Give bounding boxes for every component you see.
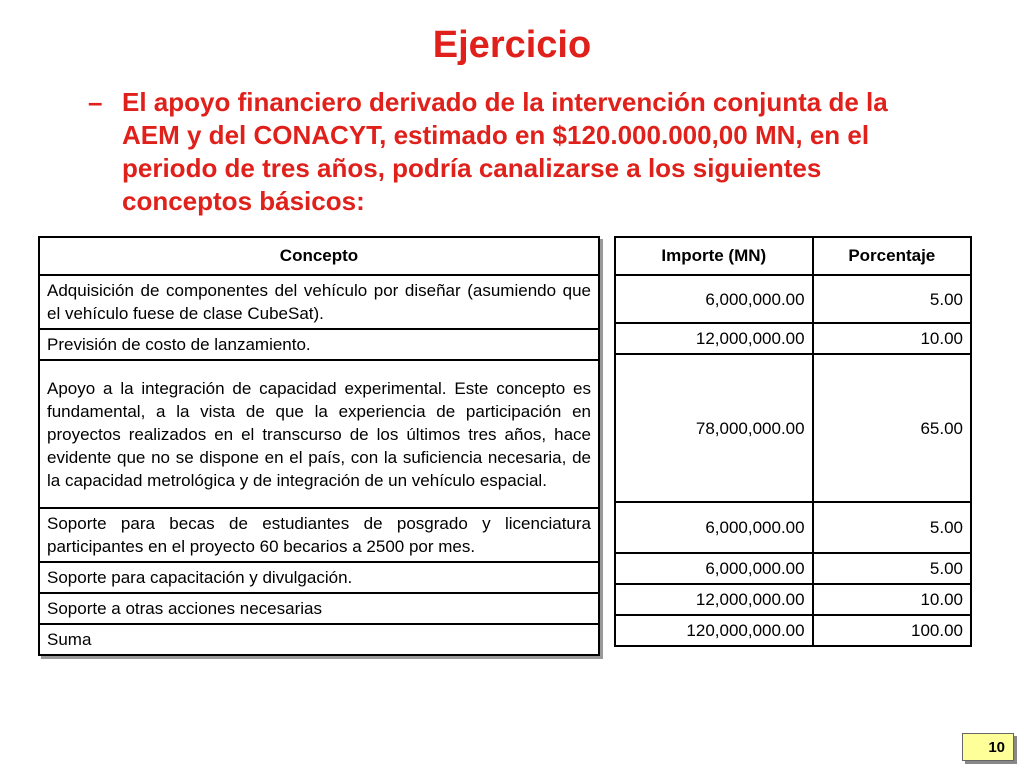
table-row (615, 354, 971, 502)
table-row (615, 584, 971, 615)
table-row (39, 624, 599, 655)
header-concepto: Concepto (39, 237, 599, 275)
concept-table (38, 236, 600, 656)
importe-cell: 12,000,000.00 (615, 584, 813, 615)
table-row (615, 502, 971, 553)
table-row (39, 508, 599, 562)
table-header-row (39, 237, 599, 275)
table-header-row (615, 237, 971, 275)
porcentaje-cell: 5.00 (813, 553, 971, 584)
header-importe: Importe (MN) (615, 237, 813, 275)
porcentaje-cell: 10.00 (813, 323, 971, 354)
porcentaje-cell: 10.00 (813, 584, 971, 615)
table-row (615, 275, 971, 323)
porcentaje-cell: 100.00 (813, 615, 971, 646)
importe-cell: 6,000,000.00 (615, 553, 813, 584)
importe-cell: 6,000,000.00 (615, 275, 813, 323)
importe-cell: 6,000,000.00 (615, 502, 813, 553)
table-row (615, 323, 971, 354)
concept-cell: Soporte para becas de estudiantes de posgrado y licenciatura participantes en el proyecto 60 becarios a 2500 por mes. (39, 508, 599, 562)
concept-cell: Apoyo a la integración de capacidad experimental. Este concepto es fundamental, a la vista de que la experiencia de participación en proyectos realizados en el transcurso de los últimos tres años, hace evidente que no se dispone en el país, con la suficiencia necesaria, de la capacidad metrológica y de integración de un vehículo espacial. (39, 360, 599, 508)
bullet-text: El apoyo financiero derivado de la intervención conjunta de la AEM y del CONACYT, estimado en $120.000.000,00 MN, en el periodo de tres años, podría canalizarse a los siguientes conceptos básicos: (122, 87, 888, 216)
amount-table (614, 236, 972, 647)
table-row (39, 360, 599, 508)
table-row (39, 329, 599, 360)
bullet-dash: – (88, 87, 103, 117)
importe-cell: 12,000,000.00 (615, 323, 813, 354)
table-row (39, 593, 599, 624)
table-row (39, 562, 599, 593)
importe-cell: 78,000,000.00 (615, 354, 813, 502)
bullet-paragraph (88, 86, 948, 218)
page-number: 10 (962, 733, 1014, 761)
table-row (39, 275, 599, 329)
importe-cell: 120,000,000.00 (615, 615, 813, 646)
concept-cell: Soporte para capacitación y divulgación. (39, 562, 599, 593)
table-row (615, 615, 971, 646)
porcentaje-cell: 65.00 (813, 354, 971, 502)
concept-cell: Previsión de costo de lanzamiento. (39, 329, 599, 360)
concept-cell: Suma (39, 624, 599, 655)
porcentaje-cell: 5.00 (813, 502, 971, 553)
concept-cell: Adquisición de componentes del vehículo por diseñar (asumiendo que el vehículo fuese de clase CubeSat). (39, 275, 599, 329)
slide-title: Ejercicio (432, 24, 592, 66)
table-row (615, 553, 971, 584)
concept-cell: Soporte a otras acciones necesarias (39, 593, 599, 624)
header-porcentaje: Porcentaje (813, 237, 971, 275)
porcentaje-cell: 5.00 (813, 275, 971, 323)
